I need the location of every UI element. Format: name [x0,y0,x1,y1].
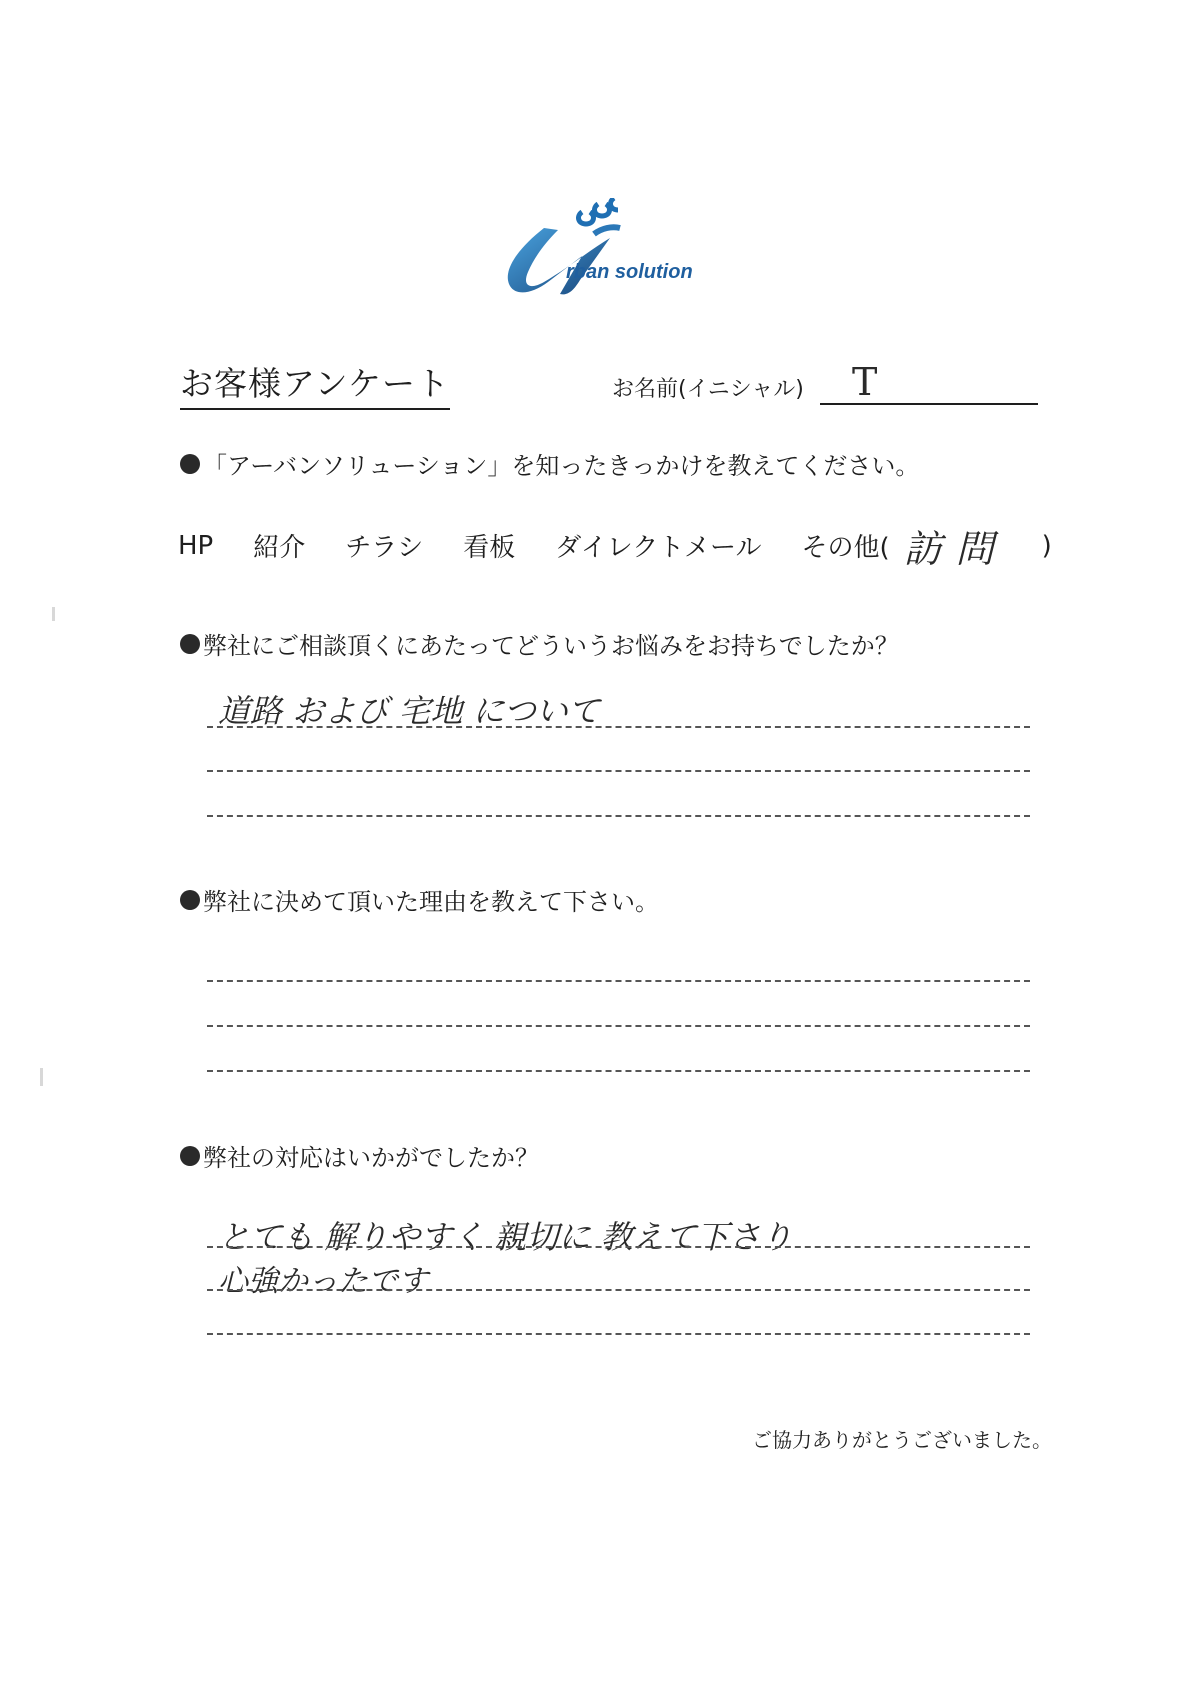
answer-line [207,1070,1030,1072]
option-flyer: チラシ [345,533,424,563]
bullet-icon [180,454,200,474]
answer-line [207,726,1030,728]
answer-2: 道路 および 宅地 について [218,692,600,730]
bullet-icon [180,634,200,654]
option-other-answer: 訪問 [903,527,1008,571]
answer-4-line-2: 心強かったです [218,1264,428,1299]
answer-4-line-1: とても 解りやすく 親切に 教えて下さり [218,1218,793,1256]
scan-edge-mark [52,607,55,621]
bullet-icon [180,890,200,910]
option-hp: HP [178,530,214,561]
question-3 [180,882,659,917]
name-value: T [852,360,878,404]
option-other [801,518,1051,573]
scan-edge-mark [40,1068,43,1086]
question-1-text: 「アーバンソリューション」を知ったきっかけを教えてください。 [203,452,920,480]
logo-mark-icon [498,198,728,310]
q1-options [178,518,1052,573]
option-direct-mail: ダイレクトメール [555,533,762,563]
answer-line [207,1289,1030,1291]
answer-line [207,1246,1030,1248]
question-2-text: 弊社にご相談頂くにあたってどういうお悩みをお持ちでしたか？ [203,632,899,660]
answer-line [207,770,1030,772]
question-3-text: 弊社に決めて頂いた理由を教えて下さい。 [203,888,659,916]
bullet-icon [180,1146,200,1166]
option-referral: 紹介 [253,533,306,563]
answer-line [207,815,1030,817]
answer-line [207,1333,1030,1335]
option-other-label: その他( [801,533,890,563]
company-logo [498,198,728,310]
answer-line [207,980,1030,982]
question-1 [180,446,919,481]
thanks-message: ご協力ありがとうございました。 [752,1428,1052,1452]
answer-line [207,1025,1030,1027]
name-underline [820,403,1038,405]
name-label: お名前(イニシャル) [612,377,804,402]
option-other-close: ) [1041,530,1052,561]
question-4-text: 弊社の対応はいかがでしたか？ [203,1144,539,1172]
question-2 [180,626,899,661]
svg-text:rban solution: rban solution [566,261,693,283]
form-title: お客様アンケート [180,358,450,410]
question-4 [180,1138,539,1173]
option-signboard: 看板 [463,533,516,563]
